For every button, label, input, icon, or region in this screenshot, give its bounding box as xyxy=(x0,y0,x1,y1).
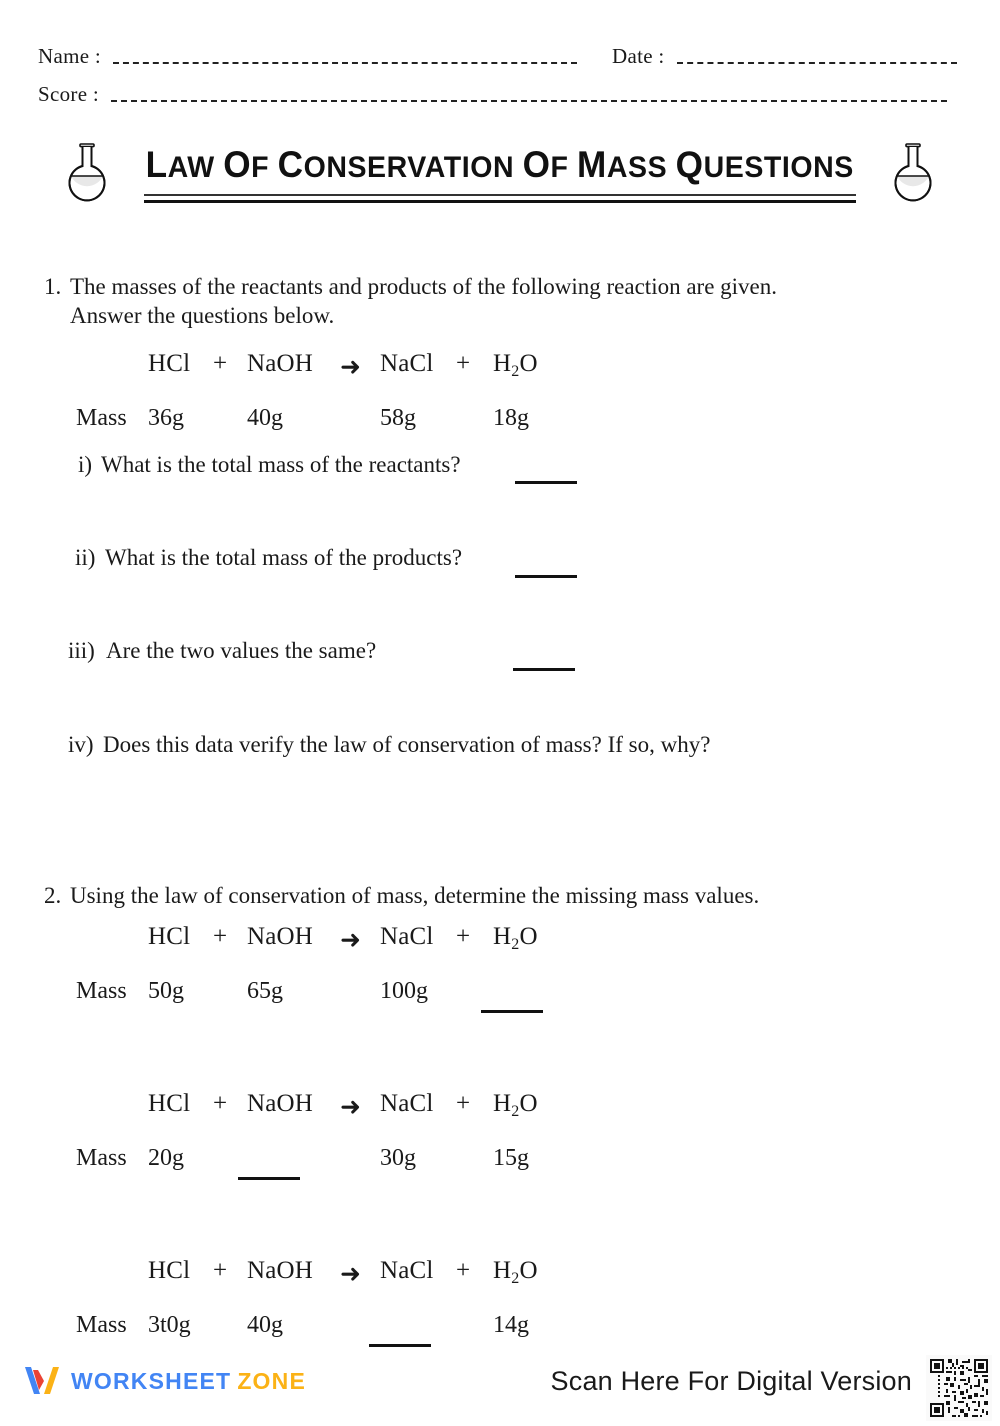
question-1-mass-0: 36g xyxy=(148,405,184,431)
worksheet-zone-logo[interactable] xyxy=(22,1364,306,1398)
scan-here-text: Scan Here For Digital Version xyxy=(550,1366,912,1396)
score-field-row xyxy=(38,82,947,107)
subquestion-i-text: What is the total mass of the reactants? xyxy=(101,452,461,477)
reaction-arrow-icon: ➜ xyxy=(340,1094,362,1121)
title-rule-upper xyxy=(144,194,856,196)
name-write-line[interactable] xyxy=(113,62,577,64)
reaction-arrow-icon: ➜ xyxy=(340,927,362,954)
question-2-number: 2. xyxy=(44,883,62,908)
question-1-mass-label: Mass xyxy=(76,405,127,431)
question-1-mass-3: 18g xyxy=(493,405,529,431)
equation-1-product-1: NaCl xyxy=(380,350,434,377)
subquestion-iii-text: Are the two values the same? xyxy=(106,638,377,663)
logo-text xyxy=(71,1368,306,1395)
question-2-row-0-mass-2: 100g xyxy=(380,978,428,1004)
equation-2a-product-1: NaCl xyxy=(380,923,434,950)
question-2-row-0-mass-0: 50g xyxy=(148,978,184,1004)
question-2-row-0-answer-blank[interactable] xyxy=(481,1010,543,1013)
question-1-mass-2: 58g xyxy=(380,405,416,431)
question-1-prompt-line1: The masses of the reactants and products of the following reaction are given. xyxy=(70,274,778,299)
question-2-row-0-mass-1: 65g xyxy=(247,978,283,1004)
subquestion-i-marker: i) xyxy=(78,452,93,477)
question-2-row-2-mass-1: 40g xyxy=(247,1312,283,1338)
logo-text-zone: ZONE xyxy=(237,1367,307,1394)
title-center xyxy=(123,140,876,203)
equation-2b-plus-1: + xyxy=(213,1090,228,1117)
equation-2a-plus-2: + xyxy=(456,923,471,950)
score-label: Score : xyxy=(38,82,99,106)
question-2-row-1-mass-0: 20g xyxy=(148,1145,184,1171)
equation-1-reactant-1: HCl xyxy=(148,350,191,377)
equation-2c-reactant-2: NaOH xyxy=(247,1257,314,1284)
date-label: Date : xyxy=(612,44,665,68)
question-2-row-2-mass-3: 14g xyxy=(493,1312,529,1338)
equation-2b-reactant-1: HCl xyxy=(148,1090,191,1117)
question-2-prompt: Using the law of conservation of mass, determine the missing mass values. xyxy=(70,883,760,908)
equation-2c-product-1: NaCl xyxy=(380,1257,434,1284)
flask-icon xyxy=(885,140,941,212)
reaction-arrow-icon: ➜ xyxy=(340,354,362,381)
equation-2c-product-2: $H_2O$ xyxy=(493,1257,538,1287)
equation-2a-plus-1: + xyxy=(213,923,228,950)
subquestion-ii-answer-blank[interactable] xyxy=(515,575,577,578)
page-title: LAW OF CONSERVATION OF MASS QUESTIONS xyxy=(145,144,855,185)
equation-1-plus-1: + xyxy=(213,350,228,377)
flask-icon xyxy=(59,140,115,212)
score-write-line[interactable] xyxy=(111,100,947,102)
equation-2b-plus-2: + xyxy=(456,1090,471,1117)
equation-2c-reactant-1: HCl xyxy=(148,1257,191,1284)
name-label: Name : xyxy=(38,44,102,68)
subquestion-ii-marker: ii) xyxy=(75,545,96,570)
question-2-row-0-mass-label: Mass xyxy=(76,978,127,1004)
date-write-line[interactable] xyxy=(677,62,957,64)
question-2-row-2-mass-label: Mass xyxy=(76,1312,127,1338)
equation-2b-product-2: $H_2O$ xyxy=(493,1090,538,1120)
equation-1-reactant-2: NaOH xyxy=(247,350,314,377)
equation-2c-plus-1: + xyxy=(213,1257,228,1284)
equation-2a-reactant-2: NaOH xyxy=(247,923,314,950)
subquestion-iii-marker: iii) xyxy=(68,638,95,663)
question-1-number: 1. xyxy=(44,274,62,299)
name-field-row xyxy=(38,44,577,69)
reaction-arrow-icon: ➜ xyxy=(340,1261,362,1288)
equation-1-product-2: $H_2O$ xyxy=(493,350,538,380)
question-2-row-1-mass-2: 30g xyxy=(380,1145,416,1171)
equation-2b-product-1: NaCl xyxy=(380,1090,434,1117)
equation-1-plus-2: + xyxy=(456,350,471,377)
equation-2a-reactant-1: HCl xyxy=(148,923,191,950)
question-1-mass-1: 40g xyxy=(247,405,283,431)
equation-2a-product-2: $H_2O$ xyxy=(493,923,538,953)
title-block xyxy=(0,140,1000,220)
subquestion-ii-text: What is the total mass of the products? xyxy=(105,545,463,570)
date-field-row xyxy=(612,44,957,69)
worksheet-zone-logo-icon xyxy=(22,1364,62,1398)
worksheet-header xyxy=(0,0,1000,120)
equation-2c-plus-2: + xyxy=(456,1257,471,1284)
question-2-row-2-answer-blank[interactable] xyxy=(369,1344,431,1347)
title-rule-lower xyxy=(144,200,856,203)
question-1-prompt-line2: Answer the questions below. xyxy=(70,303,335,328)
subquestion-i-answer-blank[interactable] xyxy=(515,481,577,484)
question-2-row-1-mass-label: Mass xyxy=(76,1145,127,1171)
qr-code[interactable] xyxy=(926,1355,992,1421)
subquestion-iii-answer-blank[interactable] xyxy=(513,668,575,671)
subquestion-iv-text: Does this data verify the law of conservation of mass? If so, why? xyxy=(103,732,711,757)
logo-text-worksheet: WORKSHEET xyxy=(71,1367,232,1394)
question-2-row-1-mass-3: 15g xyxy=(493,1145,529,1171)
question-2-row-2-mass-0: 3t0g xyxy=(148,1312,191,1338)
question-2-row-1-answer-blank[interactable] xyxy=(238,1177,300,1180)
worksheet-footer xyxy=(0,1352,1000,1414)
subquestion-iv-marker: iv) xyxy=(68,732,94,757)
equation-2b-reactant-2: NaOH xyxy=(247,1090,314,1117)
